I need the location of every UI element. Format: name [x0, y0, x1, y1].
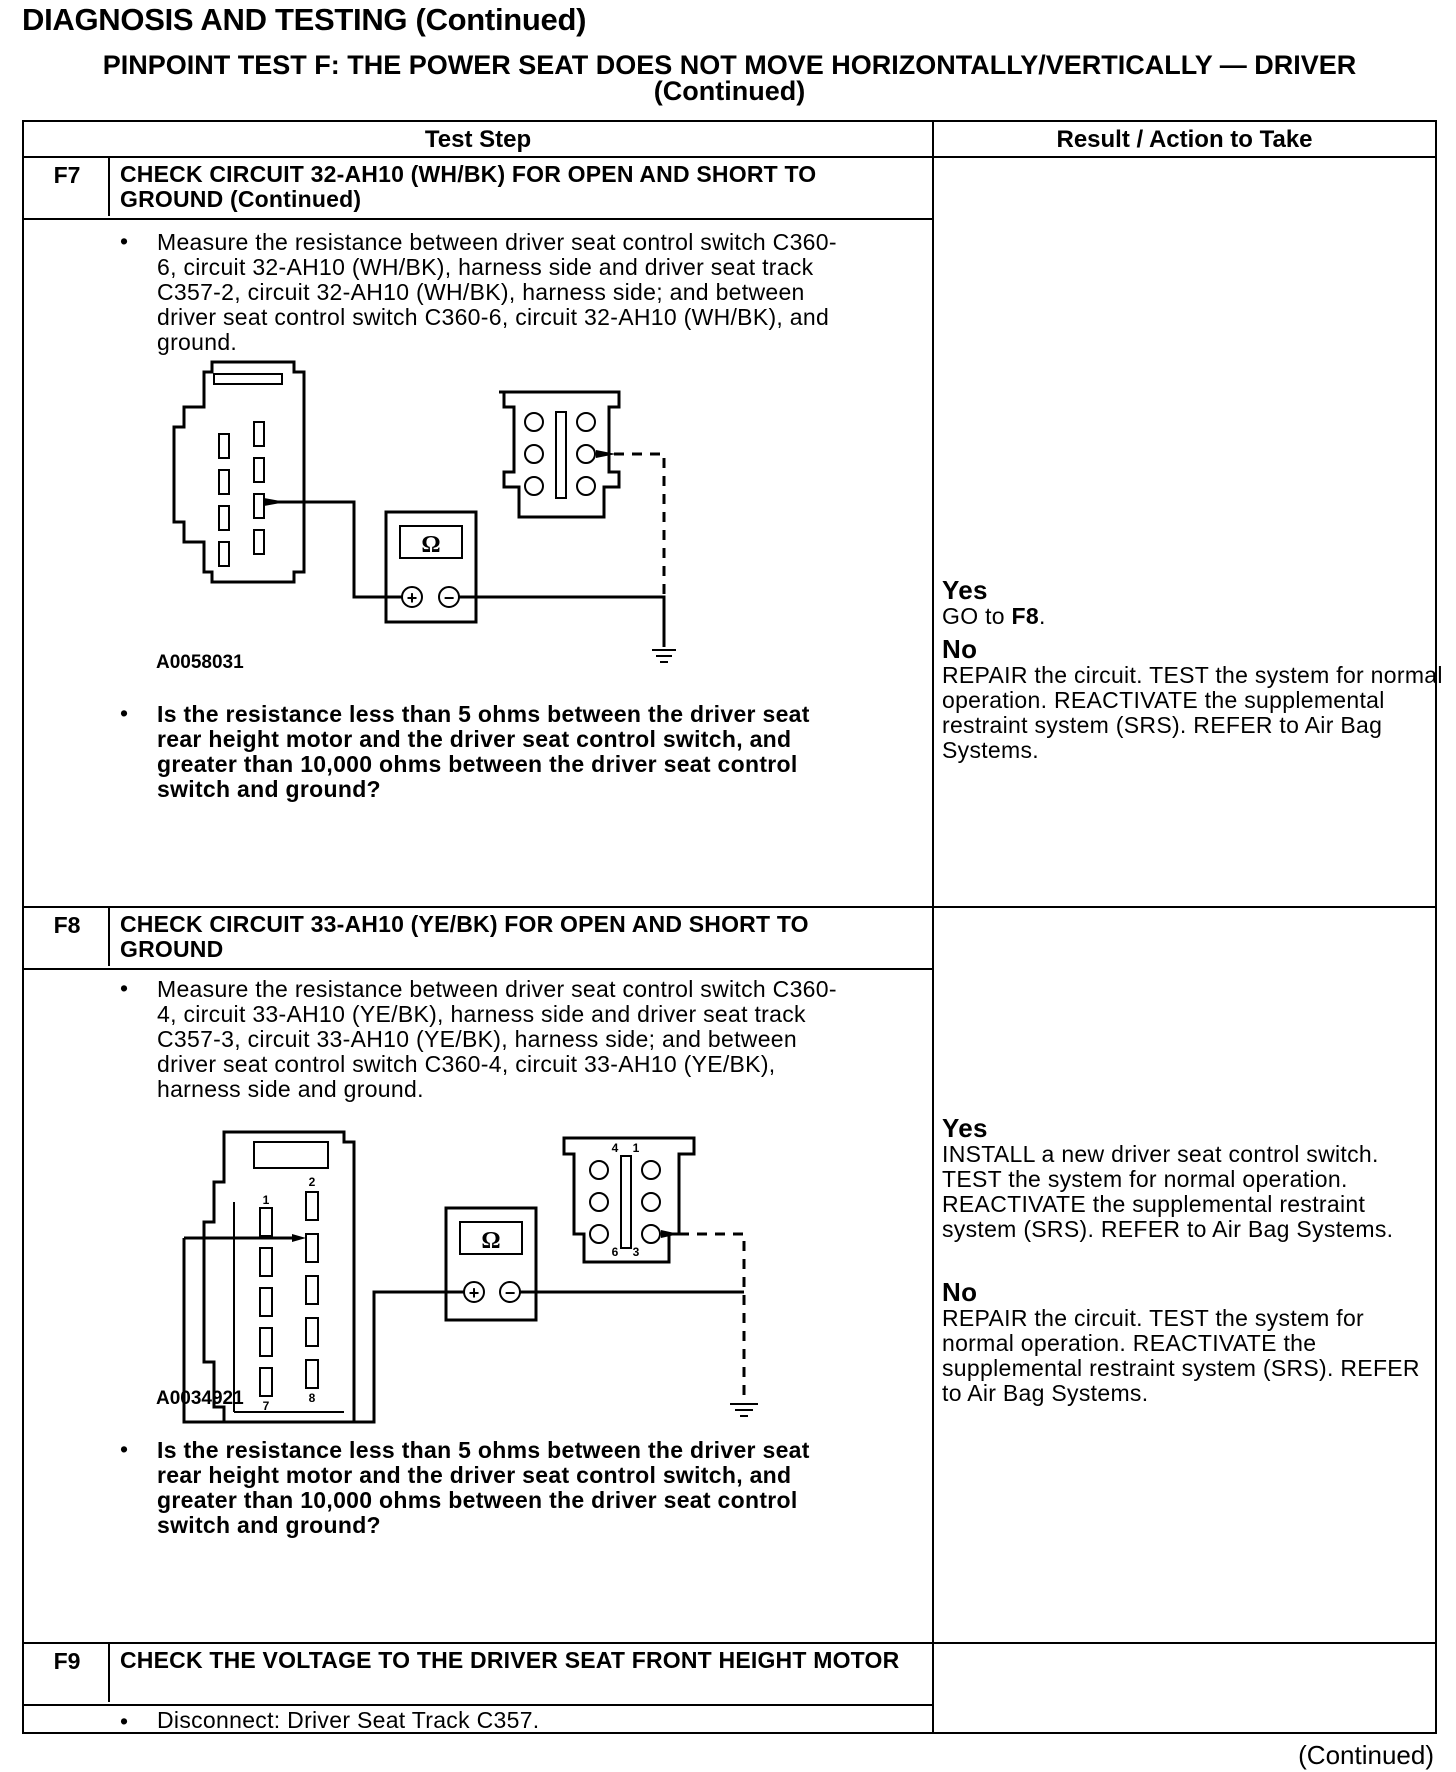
- row-divider: [24, 1642, 1435, 1644]
- step-id-f8: F8: [53, 912, 81, 938]
- pin-label: 4: [611, 1141, 619, 1155]
- pin-label: 1: [632, 1141, 640, 1155]
- pin-label: 3: [632, 1245, 640, 1259]
- step-title-f8: CHECK CIRCUIT 33-AH10 (YE/BK) FOR OPEN AND SHORT TO GROUND: [120, 911, 809, 962]
- pinpoint-test-title: PINPOINT TEST F: THE POWER SEAT DOES NOT MOVE HORIZONTALLY/VERTICALLY — DRIVER: [102, 50, 1357, 80]
- ohm-symbol: Ω: [481, 1228, 501, 1254]
- figure-code-f7: A0058031: [156, 652, 244, 673]
- bullet: •: [120, 700, 129, 726]
- result-yes-text: GO to F8.: [942, 603, 1046, 629]
- figure-f7-wiring-diagram: [164, 352, 744, 682]
- switch-connector-c360: [204, 1132, 354, 1422]
- column-divider: [932, 122, 934, 1732]
- pinpoint-test-table: [22, 120, 1443, 1734]
- step-title-f9: CHECK THE VOLTAGE TO THE DRIVER SEAT FRONT HEIGHT MOTOR: [120, 1647, 900, 1673]
- step-f7-instruction: Measure the resistance between driver seat control switch C360-6, circuit 32-AH10 (WH/BK), harness side and driver seat track C357-2, circuit 32-AH10 (WH/BK), harness side; and between driver seat control switch C360-6, circuit 32-AH10 (WH/BK), and ground.: [157, 229, 837, 355]
- bullet: •: [120, 228, 129, 254]
- switch-connector-c360: [174, 362, 304, 582]
- result-yes-label: Yes: [942, 575, 988, 605]
- result-yes-label: Yes: [942, 1113, 988, 1143]
- result-no-text: REPAIR the circuit. TEST the system for normal operation. REACTIVATE the supplemental restraint system (SRS). REFER to Air Bag Systems.: [942, 1305, 1420, 1406]
- result-no-label: No: [942, 634, 978, 664]
- page-title: DIAGNOSIS AND TESTING (Continued): [22, 2, 587, 37]
- pin-label: 8: [308, 1391, 316, 1405]
- figure-f8-wiring-diagram: [174, 1122, 774, 1452]
- step-title-f7: CHECK CIRCUIT 32-AH10 (WH/BK) FOR OPEN AND SHORT TO GROUND (Continued): [120, 161, 817, 212]
- step-f9-instruction: Disconnect: Driver Seat Track C357.: [157, 1707, 540, 1733]
- step-f7-question: Is the resistance less than 5 ohms between the driver seat rear height motor and the driver seat control switch, and greater than 10,000 ohms between the driver seat control switch and ground?: [157, 701, 810, 802]
- row-divider: [24, 156, 1435, 158]
- plus-sign: +: [406, 588, 418, 608]
- minus-sign: −: [504, 1283, 516, 1303]
- minus-sign: −: [443, 588, 455, 608]
- bullet: •: [120, 1708, 129, 1734]
- pin-label: 2: [308, 1175, 316, 1189]
- step-f8-question: Is the resistance less than 5 ohms between the driver seat rear height motor and the driver seat control switch, and greater than 10,000 ohms between the driver seat control switch and ground?: [157, 1437, 810, 1538]
- column-header-result: Result / Action to Take: [1056, 126, 1313, 153]
- bullet: •: [120, 1436, 129, 1462]
- plus-sign: +: [468, 1283, 480, 1303]
- pin-label: 6: [611, 1245, 619, 1259]
- bullet: •: [120, 975, 129, 1001]
- row-divider: [24, 906, 1435, 908]
- result-yes-text: INSTALL a new driver seat control switch. TEST the system for normal operation. REACTIVATE the supplemental restraint system (SRS). REFER to Air Bag Systems.: [942, 1141, 1394, 1242]
- pinpoint-test-continued: (Continued): [653, 76, 806, 106]
- result-no-text: REPAIR the circuit. TEST the system for normal operation. REACTIVATE the supplemental restraint system (SRS). REFER to Air Bag Systems.: [942, 662, 1443, 763]
- ohm-symbol: Ω: [421, 532, 441, 558]
- pin-label: 1: [262, 1193, 270, 1207]
- pinpoint-test-heading: [22, 52, 1437, 104]
- step-id-f9: F9: [53, 1648, 81, 1674]
- row-divider: [24, 218, 932, 220]
- pin-label: 7: [262, 1399, 270, 1413]
- goto-link-f8[interactable]: F8: [1011, 603, 1039, 629]
- row-divider: [24, 1704, 932, 1706]
- step-f8-instruction: Measure the resistance between driver seat control switch C360-4, circuit 33-AH10 (YE/BK), harness side and driver seat track C357-3, circuit 33-AH10 (YE/BK), harness side; and between driver seat control switch C360-4, circuit 33-AH10 (YE/BK), harness side and ground.: [157, 976, 837, 1102]
- step-id-f7: F7: [53, 162, 81, 188]
- result-f7: [942, 576, 1452, 763]
- figure-code-f8: A0034921: [156, 1388, 244, 1409]
- result-no-label: No: [942, 1277, 978, 1307]
- row-divider: [24, 968, 932, 970]
- column-header-test-step: Test Step: [424, 126, 532, 153]
- continued-footer: (Continued): [1298, 1740, 1434, 1770]
